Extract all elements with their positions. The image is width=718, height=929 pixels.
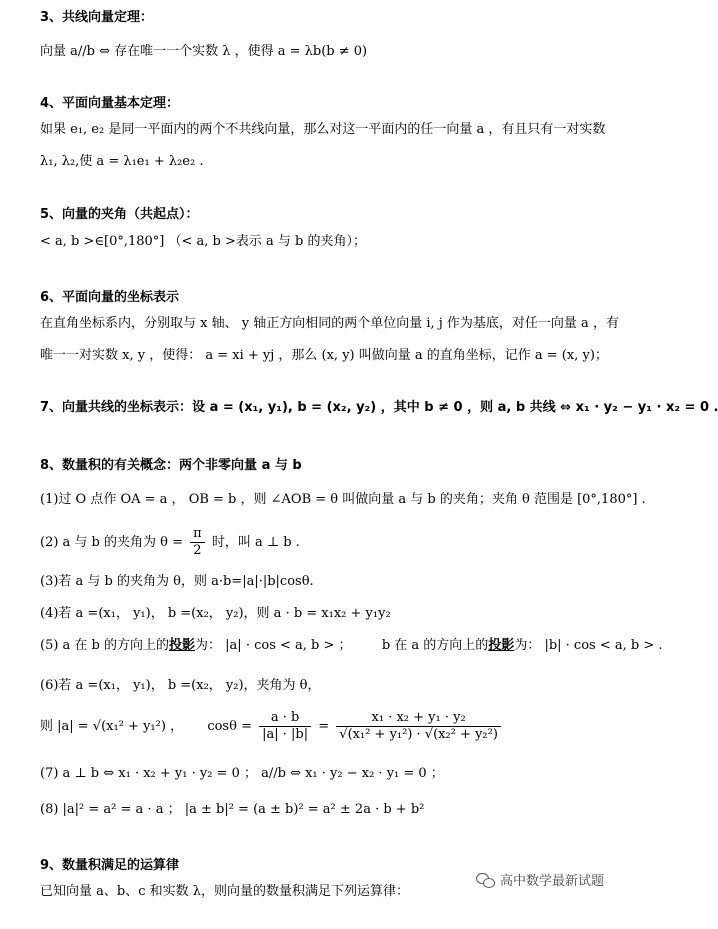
section-4-text-2: λ₁, λ₂,使 a = λ₁e₁ + λ₂e₂ . — [40, 154, 204, 169]
coord-fraction — [336, 710, 501, 743]
item-5b-pre: b 在 a 的方向上的 — [381, 638, 489, 653]
item-5a-post: 为： |a| · cos < a, b > ； — [195, 638, 352, 653]
section-4-heading: 4、平面向量基本定理： — [40, 96, 180, 111]
watermark — [476, 870, 604, 889]
section-8-item-8: (8) |a|² = a² = a · a ； |a ± b|² = (a ± b)² = a² ± 2a · b + b² — [40, 802, 425, 817]
section-7-line: 7、向量共线的坐标表示：设 a = (x₁, y₁), b = (x₂, y₂) ，其中 b ≠ 0 ，则 a, b 共线 ⇔ x₁ · y₂ − y₁ · x₂ = 0 . — [40, 400, 718, 415]
modulus-formula: 则 |a| = √(x₁² + y₁²) ， — [40, 719, 184, 734]
cos-fraction — [259, 710, 311, 743]
section-8-item-1: (1)过 O 点作 OA = a ， OB = b ，则 ∠AOB = θ 叫做向量 a 与 b 的夹角；夹角 θ 范围是 [0°,180°] . — [40, 492, 646, 507]
item-2-post: 时，叫 a ⊥ b . — [211, 535, 300, 550]
item-5a-pre: (5) a 在 b 的方向上的 — [40, 638, 170, 653]
coord-denominator: √(x₁² + y₁²) · √(x₂² + y₂²) — [339, 727, 498, 742]
section-8-item-7: (7) a ⊥ b ⇔ x₁ · x₂ + y₁ · y₂ = 0 ； a//b ⇔ x₁ · y₂ − x₂ · y₁ = 0 ； — [40, 766, 444, 781]
item-5b-post: 为： |b| · cos < a, b > . — [514, 638, 663, 653]
section-8-item-4: (4)若 a =(x₁， y₁)， b =(x₂， y₂)，则 a · b = x₁x₂ + y₁y₂ — [40, 606, 391, 621]
section-5-text: < a, b >∈[0°,180°] （< a, b >表示 a 与 b 的夹角）； — [40, 234, 366, 249]
watermark-text: 高中数学最新试题 — [499, 874, 604, 889]
section-8-item-6: (6)若 a =(x₁， y₁)， b =(x₂， y₂)，夹角为 θ， — [40, 678, 321, 693]
section-6-text-2: 唯一一对实数 x, y ，使得： a = xi + yj ，那么 (x, y) 叫做向量 a 的直角坐标，记作 a = (x, y)； — [40, 348, 608, 363]
wechat-icon — [476, 873, 494, 887]
cos-denominator: |a| · |b| — [262, 727, 309, 742]
section-6-text-1: 在直角坐标系内，分别取与 x 轴、 y 轴正方向相同的两个单位向量 i, j 作为基底，对任一向量 a ，有 — [40, 316, 619, 331]
cos-numerator: a · b — [259, 710, 311, 727]
section-5-heading: 5、向量的夹角（共起点）： — [40, 207, 199, 222]
cos-label: cosθ = — [207, 719, 252, 734]
section-3-heading: 3、共线向量定理： — [40, 10, 154, 25]
pi-over-2-fraction — [190, 526, 205, 559]
section-9-text: 已知向量 a、b、c 和实数 λ，则向量的数量积满足下列运算律： — [40, 884, 409, 899]
section-8-item-2 — [40, 526, 300, 559]
section-7-text — [40, 398, 718, 418]
section-8-item-6-formula: 则 |a| = √(x₁² + y₁²) ， cosθ = $\frac{a \cdot b}{|a| \cdot |b|}$ = $\frac{\text{x₁ · x₂ + y₁ · y₂}}{\text{√(x₁² + y₁²) · √(x₂² + y₂²)}}$ — [40, 710, 504, 743]
section-8-item-3: (3)若 a 与 b 的夹角为 θ，则 a·b=|a|·|b|cosθ. — [40, 574, 314, 589]
projection-label-b: 投影 — [488, 638, 515, 653]
projection-label-a: 投影 — [169, 638, 196, 653]
section-4-text-1: 如果 e₁, e₂ 是同一平面内的两个不共线向量，那么对这一平面内的任一向量 a ，有且只有一对实数 — [40, 122, 606, 137]
fraction-denominator: 2 — [193, 543, 202, 558]
section-8-heading: 8、数量积的有关概念：两个非零向量 a 与 b — [40, 458, 302, 473]
section-9-heading: 9、数量积满足的运算律 — [40, 858, 180, 873]
section-3-text: 向量 a//b ⇔ 存在唯一一个实数 λ ，使得 a = λb(b ≠ 0) — [40, 44, 368, 59]
fraction-numerator: π — [190, 526, 205, 543]
section-8-item-5 — [40, 636, 663, 656]
section-6-heading: 6、平面向量的坐标表示 — [40, 290, 180, 305]
coord-numerator: x₁ · x₂ + y₁ · y₂ — [336, 710, 501, 727]
item-2-pre: (2) a 与 b 的夹角为 θ = — [40, 535, 184, 550]
